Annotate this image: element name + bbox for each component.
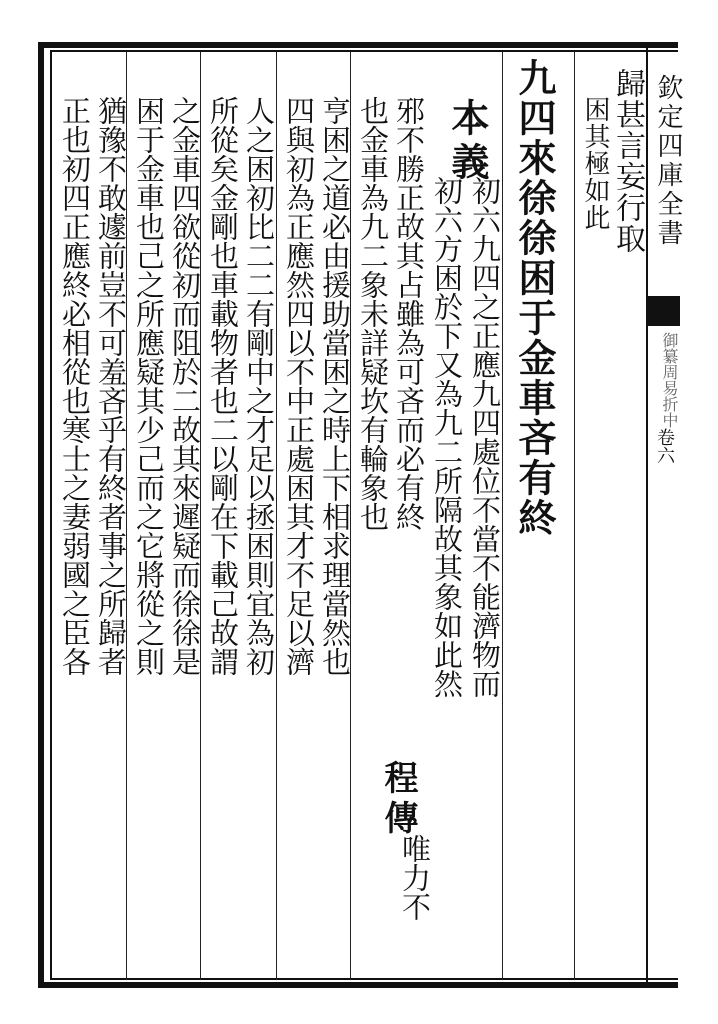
text-column-15: 正也初四正應終必相從也寒士之妻弱國之臣各	[58, 96, 92, 676]
text-column-8: 亨困之道必由援助當困之時上下相求理當然也	[318, 96, 352, 676]
text-column-4: 初六九四之正應九四處位不當不能濟物而	[468, 176, 502, 698]
text-column-5: 初六方困於下又為九二所隔故其象如此然	[430, 176, 464, 698]
text-column-12: 之金車四欲從初而阻於二故其來遲疑而徐徐是	[168, 96, 202, 676]
text-column-1: 歸甚言妄行取	[610, 68, 645, 254]
margin-volume: 卷六	[654, 428, 675, 464]
text-column-13: 困于金車也己之所應疑其少己而之它將從之則	[132, 96, 166, 676]
text-column-3: 九四來徐徐困于金車吝有終	[512, 58, 557, 538]
text-column-14: 猶豫不敢遽前豈不可羞吝乎有終者事之所歸者	[94, 96, 128, 676]
text-column-9: 四與初為正應然四以不中正處困其才不足以濟	[282, 96, 316, 676]
column-rule	[574, 52, 575, 980]
margin-book-name: 御纂周易折中	[660, 332, 679, 428]
benyi-label: 本義	[445, 98, 490, 186]
margin-band	[646, 296, 680, 326]
text-column-2: 困其極如此	[580, 96, 610, 231]
text-column-7: 也金車為九二象未詳疑坎有輪象也	[356, 96, 390, 531]
margin-title: 欽定四庫全書	[653, 74, 683, 248]
text-column-10: 人之困初比二二有剛中之才足以拯困則宜為初	[242, 96, 276, 676]
cheng-zhuan-label: 程傳	[378, 760, 418, 840]
text-column-11: 所從矣金剛也車載物者也二以剛在下載己故謂	[206, 96, 240, 676]
text-column-6: 邪不勝正故其占雖為可吝而必有終	[392, 96, 426, 531]
text-fragment-wei-li-bu: 唯力不	[398, 834, 432, 921]
